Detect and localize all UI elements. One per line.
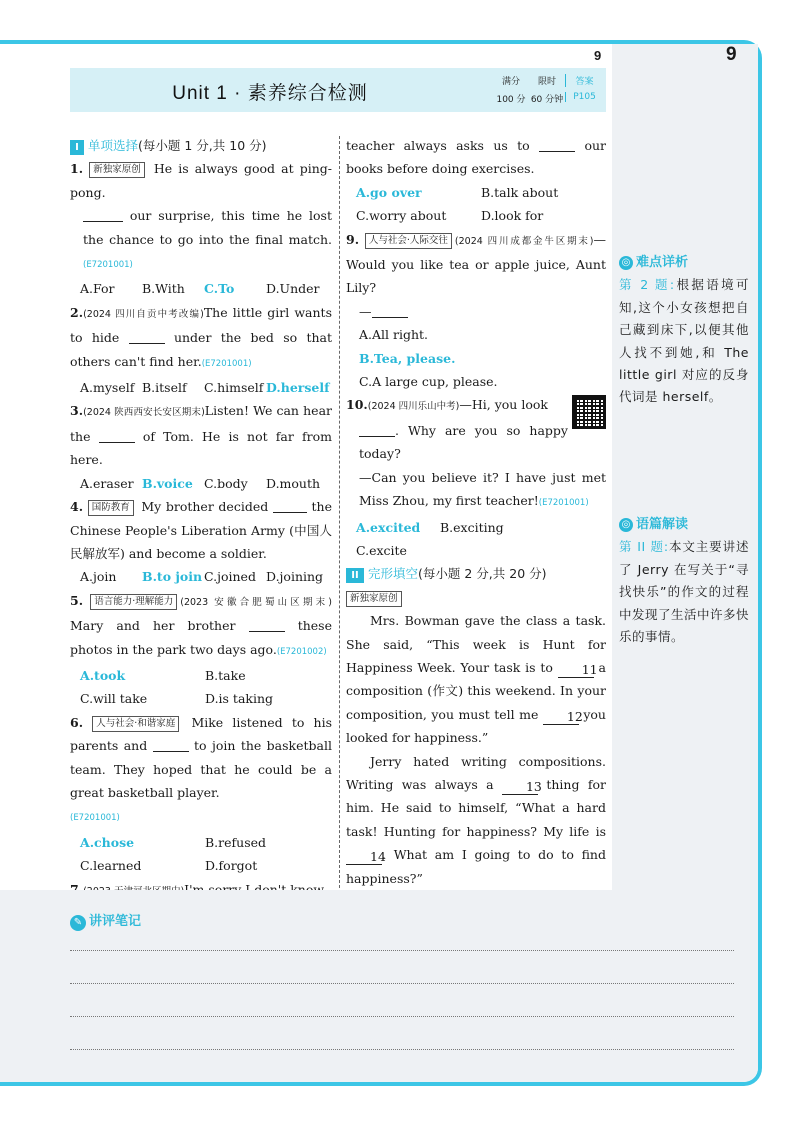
option-c-answer[interactable]: C.To — [204, 281, 235, 297]
question-text: —Would you like tea or apple juice, Aunt Lily? — [346, 231, 606, 296]
section-tag: 新独家原创 — [346, 591, 402, 607]
option-d[interactable]: D.forgot — [205, 858, 258, 874]
notes-icon: ✎ — [70, 915, 86, 931]
page-title: Unit 1 · 素养综合检测 — [172, 83, 368, 104]
question-text: — — [359, 303, 372, 319]
question-tag: 新独家原创 — [89, 162, 145, 178]
sidebar-note-label: 第 2 题: — [619, 277, 675, 293]
sidebar-note-difficulty — [619, 252, 749, 409]
option-b[interactable]: B.talk about — [481, 184, 559, 200]
question-source: (2024 四川乐山中考) — [367, 401, 460, 413]
page-number-small: 9 — [594, 48, 602, 63]
page-number: 9 — [726, 44, 737, 65]
answer-blank[interactable] — [249, 616, 285, 632]
question-text: these photos in the park two days ago. — [70, 618, 332, 657]
option-c[interactable]: C.worry about — [356, 208, 447, 224]
question-text: Mary and her brother — [70, 618, 236, 634]
question-text: the Chinese People's Liberation Army (中国人民解放军) and become a soldier. — [70, 499, 332, 561]
answer-page: P105 — [565, 92, 601, 102]
option-a[interactable]: A.myself — [80, 380, 135, 396]
question-3 — [70, 399, 332, 495]
section-note: (每小题 2 分,共 20 分) — [418, 566, 547, 582]
answer-blank[interactable] — [273, 497, 307, 513]
question-text: He is always good at ping-pong. — [70, 161, 332, 200]
passage-text: . What am I going to do to find happiness?” — [346, 847, 606, 886]
question-text: —Can you believe it? I have just met Miss Zhou, my first teacher! — [359, 469, 606, 509]
info-icon: ◎ — [619, 256, 633, 270]
notes-title: 讲评笔记 — [89, 914, 142, 929]
option-d[interactable]: D.joining — [266, 569, 324, 585]
question-source: (2024 陕西西安长安区期末) — [83, 407, 205, 419]
full-score-label: 满分 — [501, 77, 520, 87]
sidebar-background — [612, 44, 758, 890]
qr-code-icon[interactable] — [572, 395, 606, 429]
question-text: Mike listened to his parents and — [70, 714, 332, 754]
note-line[interactable] — [70, 1049, 734, 1050]
cloze-blank-12[interactable]: 12 — [543, 709, 579, 725]
question-tag: 国防教育 — [88, 500, 134, 516]
option-b[interactable]: B.itself — [142, 380, 187, 396]
option-b-answer[interactable]: B.Tea, please. — [359, 350, 456, 366]
option-d-answer[interactable]: D.herself — [266, 380, 330, 396]
question-number: 10. — [346, 397, 368, 413]
question-text: under the bed so that others can't find her. — [70, 330, 332, 369]
section-title: 完形填空 — [368, 566, 419, 582]
sidebar-note-title — [619, 252, 749, 274]
question-code: (E7201002) — [276, 646, 327, 657]
question-number: 4. — [70, 499, 84, 515]
score-info-box — [493, 72, 601, 108]
question-text: My brother decided — [141, 499, 269, 515]
answer-blank[interactable] — [153, 736, 189, 752]
question-10 — [346, 393, 606, 562]
option-a[interactable]: A.All right. — [359, 327, 429, 343]
question-text: to join the basketball team. They hoped that he could be a great basketball player. — [70, 738, 332, 800]
option-a-answer[interactable]: A.chose — [80, 834, 135, 850]
answer-blank[interactable] — [539, 136, 575, 152]
question-9 — [346, 228, 606, 394]
option-a-answer[interactable]: A.go over — [356, 184, 422, 200]
section-number: II — [346, 568, 364, 583]
question-code: (E7201001) — [70, 813, 120, 824]
note-line[interactable] — [70, 1016, 734, 1017]
answer-blank[interactable] — [99, 427, 135, 443]
question-2 — [70, 301, 332, 400]
question-tag: 语言能力·理解能力 — [90, 594, 177, 610]
sidebar-note-title-text: 难点详析 — [636, 255, 689, 270]
answer-label: 答案 — [565, 74, 601, 87]
left-column — [70, 134, 332, 1022]
passage-text: Jerry hated writing compositions. Writing was always a — [346, 753, 606, 792]
option-a[interactable]: A.join — [80, 569, 117, 585]
column-divider — [339, 136, 340, 888]
answer-blank[interactable] — [359, 421, 395, 437]
option-b[interactable]: B.take — [205, 667, 246, 683]
sidebar-note-passage — [619, 514, 749, 648]
sidebar-note-text: 根据语境可知,这个小女孩想把自己藏到床下,以便其他人找不到她,和 The little girl 对应的反身代词是 herself。 — [619, 277, 749, 405]
sidebar-note-title-text: 语篇解读 — [636, 517, 689, 532]
question-code: (E7201001) — [538, 498, 589, 509]
question-number: 9. — [346, 231, 360, 247]
answer-blank[interactable] — [372, 302, 408, 318]
time-value: 60 分钟 — [530, 95, 564, 105]
question-number: 2. — [70, 304, 84, 320]
section-heading — [346, 562, 606, 585]
question-text: —Hi, you look — [459, 397, 548, 413]
option-d[interactable]: D.Under — [266, 281, 320, 297]
question-source: (2024 四川自贡中考改编) — [83, 308, 204, 320]
option-a[interactable]: A.eraser — [80, 475, 134, 491]
cloze-blank-14[interactable]: 14 — [346, 849, 382, 865]
option-d[interactable]: D.is taking — [205, 691, 274, 707]
question-tag: 人与社会·和谐家庭 — [92, 716, 179, 732]
option-c[interactable]: C.A large cup, please. — [359, 374, 498, 390]
section-title: 单项选择 — [88, 138, 139, 153]
cloze-blank-13[interactable]: 13 — [502, 779, 538, 795]
sidebar-note-text: 本文主要讲述了 Jerry 在写关于“寻找快乐”的作文的过程中发现了生活中许多快乐的事情。 — [619, 539, 750, 645]
option-d[interactable]: D.look for — [481, 208, 544, 224]
question-number: 1. — [70, 161, 84, 177]
option-c[interactable]: C.excite — [356, 542, 407, 558]
time-label: 限时 — [537, 77, 556, 87]
sidebar-note-label: 第 II 题: — [619, 539, 669, 555]
passage-text: a composition (作文) this weekend. In your composition, you must tell me — [346, 659, 606, 722]
cloze-blank-11[interactable]: 11 — [558, 662, 594, 678]
section-note: (每小题 1 分,共 10 分) — [138, 138, 267, 153]
question-5 — [70, 589, 332, 711]
notes-heading — [70, 910, 141, 931]
option-b-answer[interactable]: B.to join — [142, 569, 203, 585]
option-c[interactable]: C.learned — [80, 858, 142, 874]
section-number: I — [70, 140, 84, 155]
full-score-value: 100 分 — [496, 95, 526, 105]
question-number: 5. — [70, 592, 84, 608]
title-band — [70, 68, 606, 112]
question-text: our books before doing exercises. — [346, 138, 607, 177]
option-c[interactable]: C.will take — [80, 691, 148, 707]
option-a-answer[interactable]: A.excited — [356, 519, 421, 535]
question-4 — [70, 495, 332, 589]
question-text: teacher always asks us to — [346, 138, 530, 153]
option-d[interactable]: D.mouth — [266, 475, 321, 491]
passage-text: thing for him. He said to himself, “What a hard task! Hunting for happiness? My life is — [346, 776, 606, 839]
option-a-answer[interactable]: A.took — [80, 667, 126, 683]
info-icon: ◎ — [619, 518, 633, 532]
passage-text: you looked for happiness.” — [346, 706, 606, 746]
question-text: The little girl wants to hide — [70, 304, 332, 346]
question-source: (2024 四川成都金牛区期末) — [454, 235, 594, 247]
question-source: (2023 安徽合肥蜀山区期末) — [180, 596, 332, 608]
question-text: Listen! We can hear the — [70, 403, 332, 444]
option-c[interactable]: C.body — [204, 475, 248, 491]
option-c[interactable]: C.joined — [204, 569, 256, 585]
note-line[interactable] — [70, 950, 734, 951]
question-tag: 人与社会·人际交往 — [365, 233, 452, 249]
option-c[interactable]: C.himself — [204, 380, 264, 396]
question-text: . Why are you so happy today? — [359, 422, 568, 462]
question-number: 6. — [70, 714, 84, 730]
question-code: (E7201001) — [83, 260, 133, 271]
question-text: our surprise, this time he lost the chance to go into the final match. — [83, 208, 332, 247]
passage-text: Mrs. Bowman gave the class a task. She said, “This week is Hunt for Happiness Week. Your task is to — [346, 613, 606, 675]
question-code: (E7201001) — [201, 358, 252, 369]
option-b-answer[interactable]: B.voice — [142, 475, 193, 491]
option-b[interactable]: B.exciting — [440, 519, 504, 535]
answer-blank[interactable] — [129, 328, 165, 344]
answer-blank[interactable] — [83, 206, 123, 222]
question-number: 3. — [70, 403, 84, 419]
question-6 — [70, 711, 332, 878]
question-1 — [70, 157, 332, 300]
sidebar-note-title — [619, 514, 749, 536]
option-b[interactable]: B.With — [142, 281, 185, 297]
question-text: of Tom. He is not far from here. — [70, 428, 332, 468]
section-heading — [70, 134, 332, 157]
question-8-cont — [346, 134, 606, 228]
option-a[interactable]: A.For — [80, 281, 115, 297]
option-b[interactable]: B.refused — [205, 834, 267, 850]
note-line[interactable] — [70, 983, 734, 984]
